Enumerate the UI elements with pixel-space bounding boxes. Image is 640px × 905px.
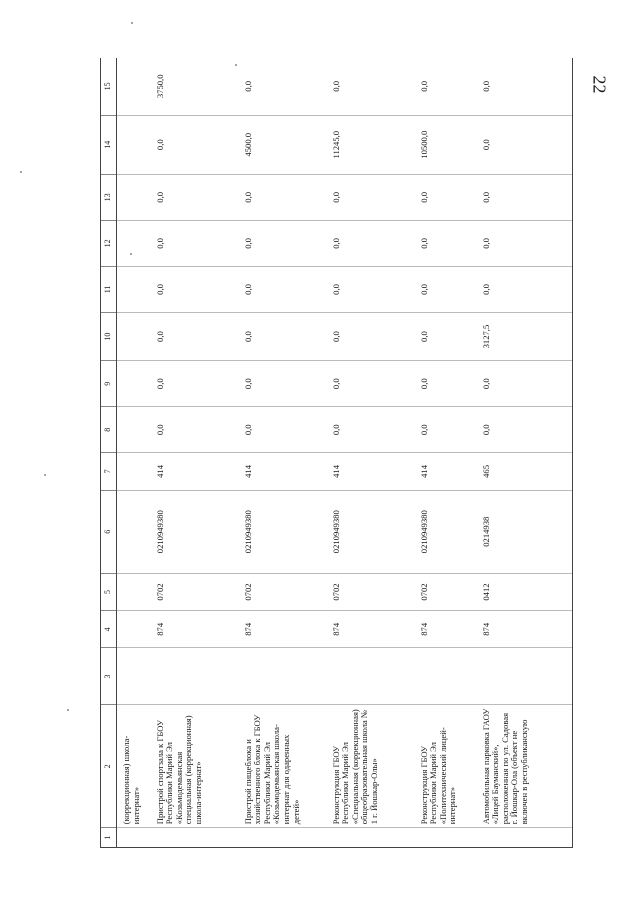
column-header: 13: [101, 174, 117, 220]
row-index-cell: [477, 828, 573, 848]
table-cell: [117, 312, 151, 360]
table-cell: 874: [477, 611, 573, 648]
object-name-cell: (коррекционная) школа-интернат»: [117, 705, 151, 828]
table-row: [327, 58, 415, 848]
scan-speck: [130, 253, 132, 255]
table-row: [239, 58, 327, 848]
table-cell: 0,0: [239, 58, 327, 115]
column-header: 15: [101, 58, 117, 115]
table-cell: 4500,0: [239, 115, 327, 174]
table-cell: 0702: [239, 573, 327, 610]
table-cell: 0214938: [477, 490, 573, 573]
table-cell: 0,0: [151, 115, 239, 174]
object-name-cell: Пристрой пищеблока и хозяйственного блока к ГБОУ Республики Марий Эл «Козьмодемьянская школа-интернат для одаренных детей»: [239, 705, 327, 828]
table-cell: 414: [327, 453, 415, 490]
table-cell: 0210949380: [415, 490, 477, 573]
table-cell: 0,0: [327, 174, 415, 220]
budget-table: [100, 58, 573, 848]
table-cell: [151, 648, 239, 705]
row-index-cell: [415, 828, 477, 848]
row-index-cell: [117, 828, 151, 848]
table-cell: [327, 648, 415, 705]
table-cell: 414: [151, 453, 239, 490]
column-header: 10: [101, 312, 117, 360]
table-cell: 0,0: [415, 361, 477, 407]
table-cell: 0,0: [477, 407, 573, 453]
table-row: [151, 58, 239, 848]
table-cell: 0,0: [477, 266, 573, 312]
scan-speck: [67, 709, 69, 711]
table-cell: [117, 490, 151, 573]
table-cell: [117, 611, 151, 648]
table-cell: 874: [415, 611, 477, 648]
table-cell: 0,0: [239, 407, 327, 453]
table-cell: 414: [239, 453, 327, 490]
column-header: 14: [101, 115, 117, 174]
row-index-cell: [151, 828, 239, 848]
table-cell: [117, 573, 151, 610]
table-cell: 0,0: [151, 361, 239, 407]
row-index-cell: [327, 828, 415, 848]
table-cell: 11245,0: [327, 115, 415, 174]
table-cell: 0,0: [151, 220, 239, 266]
scan-speck: [20, 171, 22, 173]
table-cell: 0,0: [477, 58, 573, 115]
table-cell: 0,0: [239, 220, 327, 266]
table-cell: [117, 407, 151, 453]
object-name-cell: Реконструкция ГБОУ Республики Марий Эл «Специальная (коррекционная) общеобразовательная школа № 1 г. Йошкар-Олы»: [327, 705, 415, 828]
column-header: 4: [101, 611, 117, 648]
object-name-cell: Автомобильная парковка ГАОУ «Лицей Бауманский», расположенная по ул. Садовая г. Йошкар-Ола (объект не включен в республиканскую: [477, 705, 573, 828]
column-header: 7: [101, 453, 117, 490]
scan-speck: [44, 474, 46, 476]
table-cell: [239, 648, 327, 705]
table-cell: 0702: [415, 573, 477, 610]
table-row: [477, 58, 573, 848]
column-header: 12: [101, 220, 117, 266]
column-header: 6: [101, 490, 117, 573]
table-cell: 0,0: [415, 220, 477, 266]
table-cell: 0,0: [415, 407, 477, 453]
table-cell: 0,0: [327, 58, 415, 115]
table-cell: 874: [151, 611, 239, 648]
table-cell: 0412: [477, 573, 573, 610]
column-header: 11: [101, 266, 117, 312]
table-cell: 0,0: [239, 174, 327, 220]
table-cell: [415, 648, 477, 705]
table-row: [117, 58, 151, 848]
table-cell: 465: [477, 453, 573, 490]
table-cell: 0210949380: [151, 490, 239, 573]
table-cell: 0,0: [415, 266, 477, 312]
table-cell: [117, 58, 151, 115]
table-cell: 0,0: [327, 407, 415, 453]
table-cell: 0,0: [151, 174, 239, 220]
column-header: 1: [101, 828, 117, 848]
column-header: 2: [101, 705, 117, 828]
rotated-table-container: [100, 58, 580, 848]
table-cell: 0,0: [327, 361, 415, 407]
table-cell: 0702: [327, 573, 415, 610]
table-cell: [117, 361, 151, 407]
table-cell: 0,0: [477, 174, 573, 220]
table-cell: [117, 453, 151, 490]
scan-speck: [235, 64, 237, 66]
table-cell: 0,0: [327, 220, 415, 266]
table-cell: 0,0: [477, 361, 573, 407]
column-header: 5: [101, 573, 117, 610]
table-cell: [117, 174, 151, 220]
table-cell: 10500,0: [415, 115, 477, 174]
table-cell: 3750,0: [151, 58, 239, 115]
table-cell: [117, 220, 151, 266]
table-cell: [117, 115, 151, 174]
column-header: 3: [101, 648, 117, 705]
table-cell: 0,0: [415, 58, 477, 115]
table-cell: 0,0: [415, 174, 477, 220]
table-cell: 0,0: [239, 266, 327, 312]
table-cell: 0,0: [239, 361, 327, 407]
table-cell: 0,0: [477, 220, 573, 266]
header-row: [101, 58, 117, 848]
table-cell: 0,0: [239, 312, 327, 360]
table-cell: 0,0: [151, 312, 239, 360]
table-cell: 874: [327, 611, 415, 648]
table-row: [415, 58, 477, 848]
scan-speck: [131, 22, 133, 24]
table-cell: 3127,5: [477, 312, 573, 360]
table-cell: [477, 648, 573, 705]
table-cell: 0210949380: [239, 490, 327, 573]
table-cell: 414: [415, 453, 477, 490]
table-cell: [117, 266, 151, 312]
table-cell: 0,0: [327, 266, 415, 312]
row-index-cell: [239, 828, 327, 848]
page-number: 22: [589, 75, 610, 94]
table-cell: 0210949380: [327, 490, 415, 573]
table-cell: 0,0: [477, 115, 573, 174]
table-cell: 0702: [151, 573, 239, 610]
object-name-cell: Реконструкция ГБОУ Республики Марий Эл «Политехнический лицей-интернат»: [415, 705, 477, 828]
column-header: 9: [101, 361, 117, 407]
object-name-cell: Пристрой спортзала к ГБОУ Республики Марий Эл «Козьмодемьянская специальная (коррекционная) школа-интернат»: [151, 705, 239, 828]
table-cell: 874: [239, 611, 327, 648]
table-cell: 0,0: [327, 312, 415, 360]
column-header: 8: [101, 407, 117, 453]
table-cell: 0,0: [415, 312, 477, 360]
table-cell: 0,0: [151, 266, 239, 312]
table-cell: 0,0: [151, 407, 239, 453]
table-cell: [117, 648, 151, 705]
